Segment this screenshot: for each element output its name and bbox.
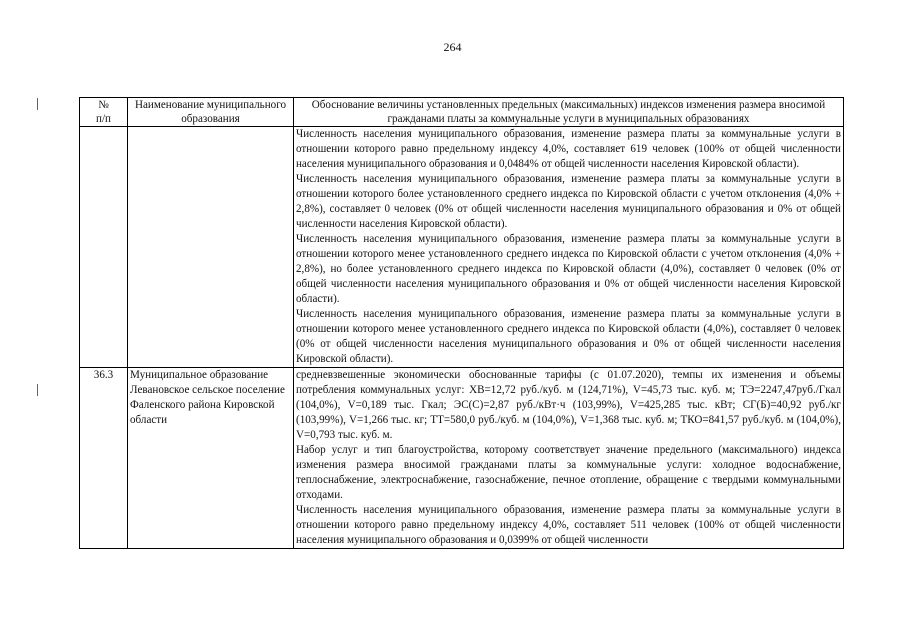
row-num: 36.3 [80, 368, 128, 549]
header-basis: Обоснование величины установленных предельных (максимальных) индексов изменения размера вносимой гражданами платы за коммунальные услуги в муниципальных образованиях [294, 98, 844, 127]
paragraph: Численность населения муниципального образования, изменение размера платы за коммунальные услуги в отношении которого равно предельному индексу 4,0%, составляет 619 человек (100% от общей численности населения муниципального образования и 0,0484% от общей численности населения Кировской области). [296, 128, 841, 170]
row-name: Муниципальное образование Левановское сельское поселение Фаленского района Кировской области [128, 368, 294, 549]
paragraph: Численность населения муниципального образования, изменение размера платы за коммунальные услуги в отношении которого равно предельному индексу 4,0%, составляет 511 человек (100% от общей численности населения муниципального образования и 0,0399% от общей численности [296, 504, 841, 546]
header-name: Наименование муниципального образования [128, 98, 294, 127]
tariff-table [79, 97, 844, 549]
margin-mark [37, 98, 38, 110]
paragraph: средневзвешенные экономически обоснованные тарифы (с 01.07.2020), темпы их изменения и объемы потребления коммунальных услуг: ХВ=12,72 руб./куб. м (124,71%), V=45,73 тыс. куб. м; ТЭ=2247,47руб./Гкал (104,0%), V=0,189 тыс. Гкал; ЭС(С)=2,87 руб./кВт·ч (103,99%), V=425,285 тыс. кВт; СГ(Б)=40,92 руб./кг (103,99%), V=1,266 тыс. кг; ТТ=580,0 руб./куб. м (104,0%), V=1,368 тыс. куб. м; ТКО=841,57 руб./куб. м (104,0%), V=0,793 тыс. куб. м. [296, 369, 841, 441]
paragraph: Набор услуг и тип благоустройства, которому соответствует значение предельного (максимального) индекса изменения размера вносимой гражданами платы за коммунальные услуги: холодное водоснабжение, теплоснабжение, электроснабжение, газоснабжение, печное отопление, обращение с твердыми коммунальными отходами. [296, 444, 841, 501]
row-basis [294, 368, 844, 549]
paragraph: Численность населения муниципального образования, изменение размера платы за коммунальные услуги в отношении которого менее установленного среднего индекса по Кировской области с учетом отклонения (4,0% + 2,8%), но более установленного среднего индекса по Кировской области (4,0%), составляет 0 человек (0% от общей численности населения муниципального образования и 0% от общей численности населения Кировской области). [296, 233, 841, 305]
paragraph: Численность населения муниципального образования, изменение размера платы за коммунальные услуги в отношении которого менее установленного среднего индекса по Кировской области (4,0%), составляет 0 человек (0% от общей численности населения муниципального образования и 0% от общей численности населения Кировской области). [296, 308, 841, 365]
page-number: 264 [443, 40, 462, 54]
row-num [80, 127, 128, 368]
table-row [80, 368, 844, 549]
row-name [128, 127, 294, 368]
paragraph: Численность населения муниципального образования, изменение размера платы за коммунальные услуги в отношении которого более установленного среднего индекса по Кировской области с учетом отклонения (4,0% + 2,8%), составляет 0 человек (0% от общей численности населения муниципального образования и 0% от общей численности населения Кировской области). [296, 173, 841, 230]
table-header-row [80, 98, 844, 127]
row-basis [294, 127, 844, 368]
margin-mark [37, 384, 38, 396]
header-num: № п/п [80, 98, 128, 127]
table-row [80, 127, 844, 368]
